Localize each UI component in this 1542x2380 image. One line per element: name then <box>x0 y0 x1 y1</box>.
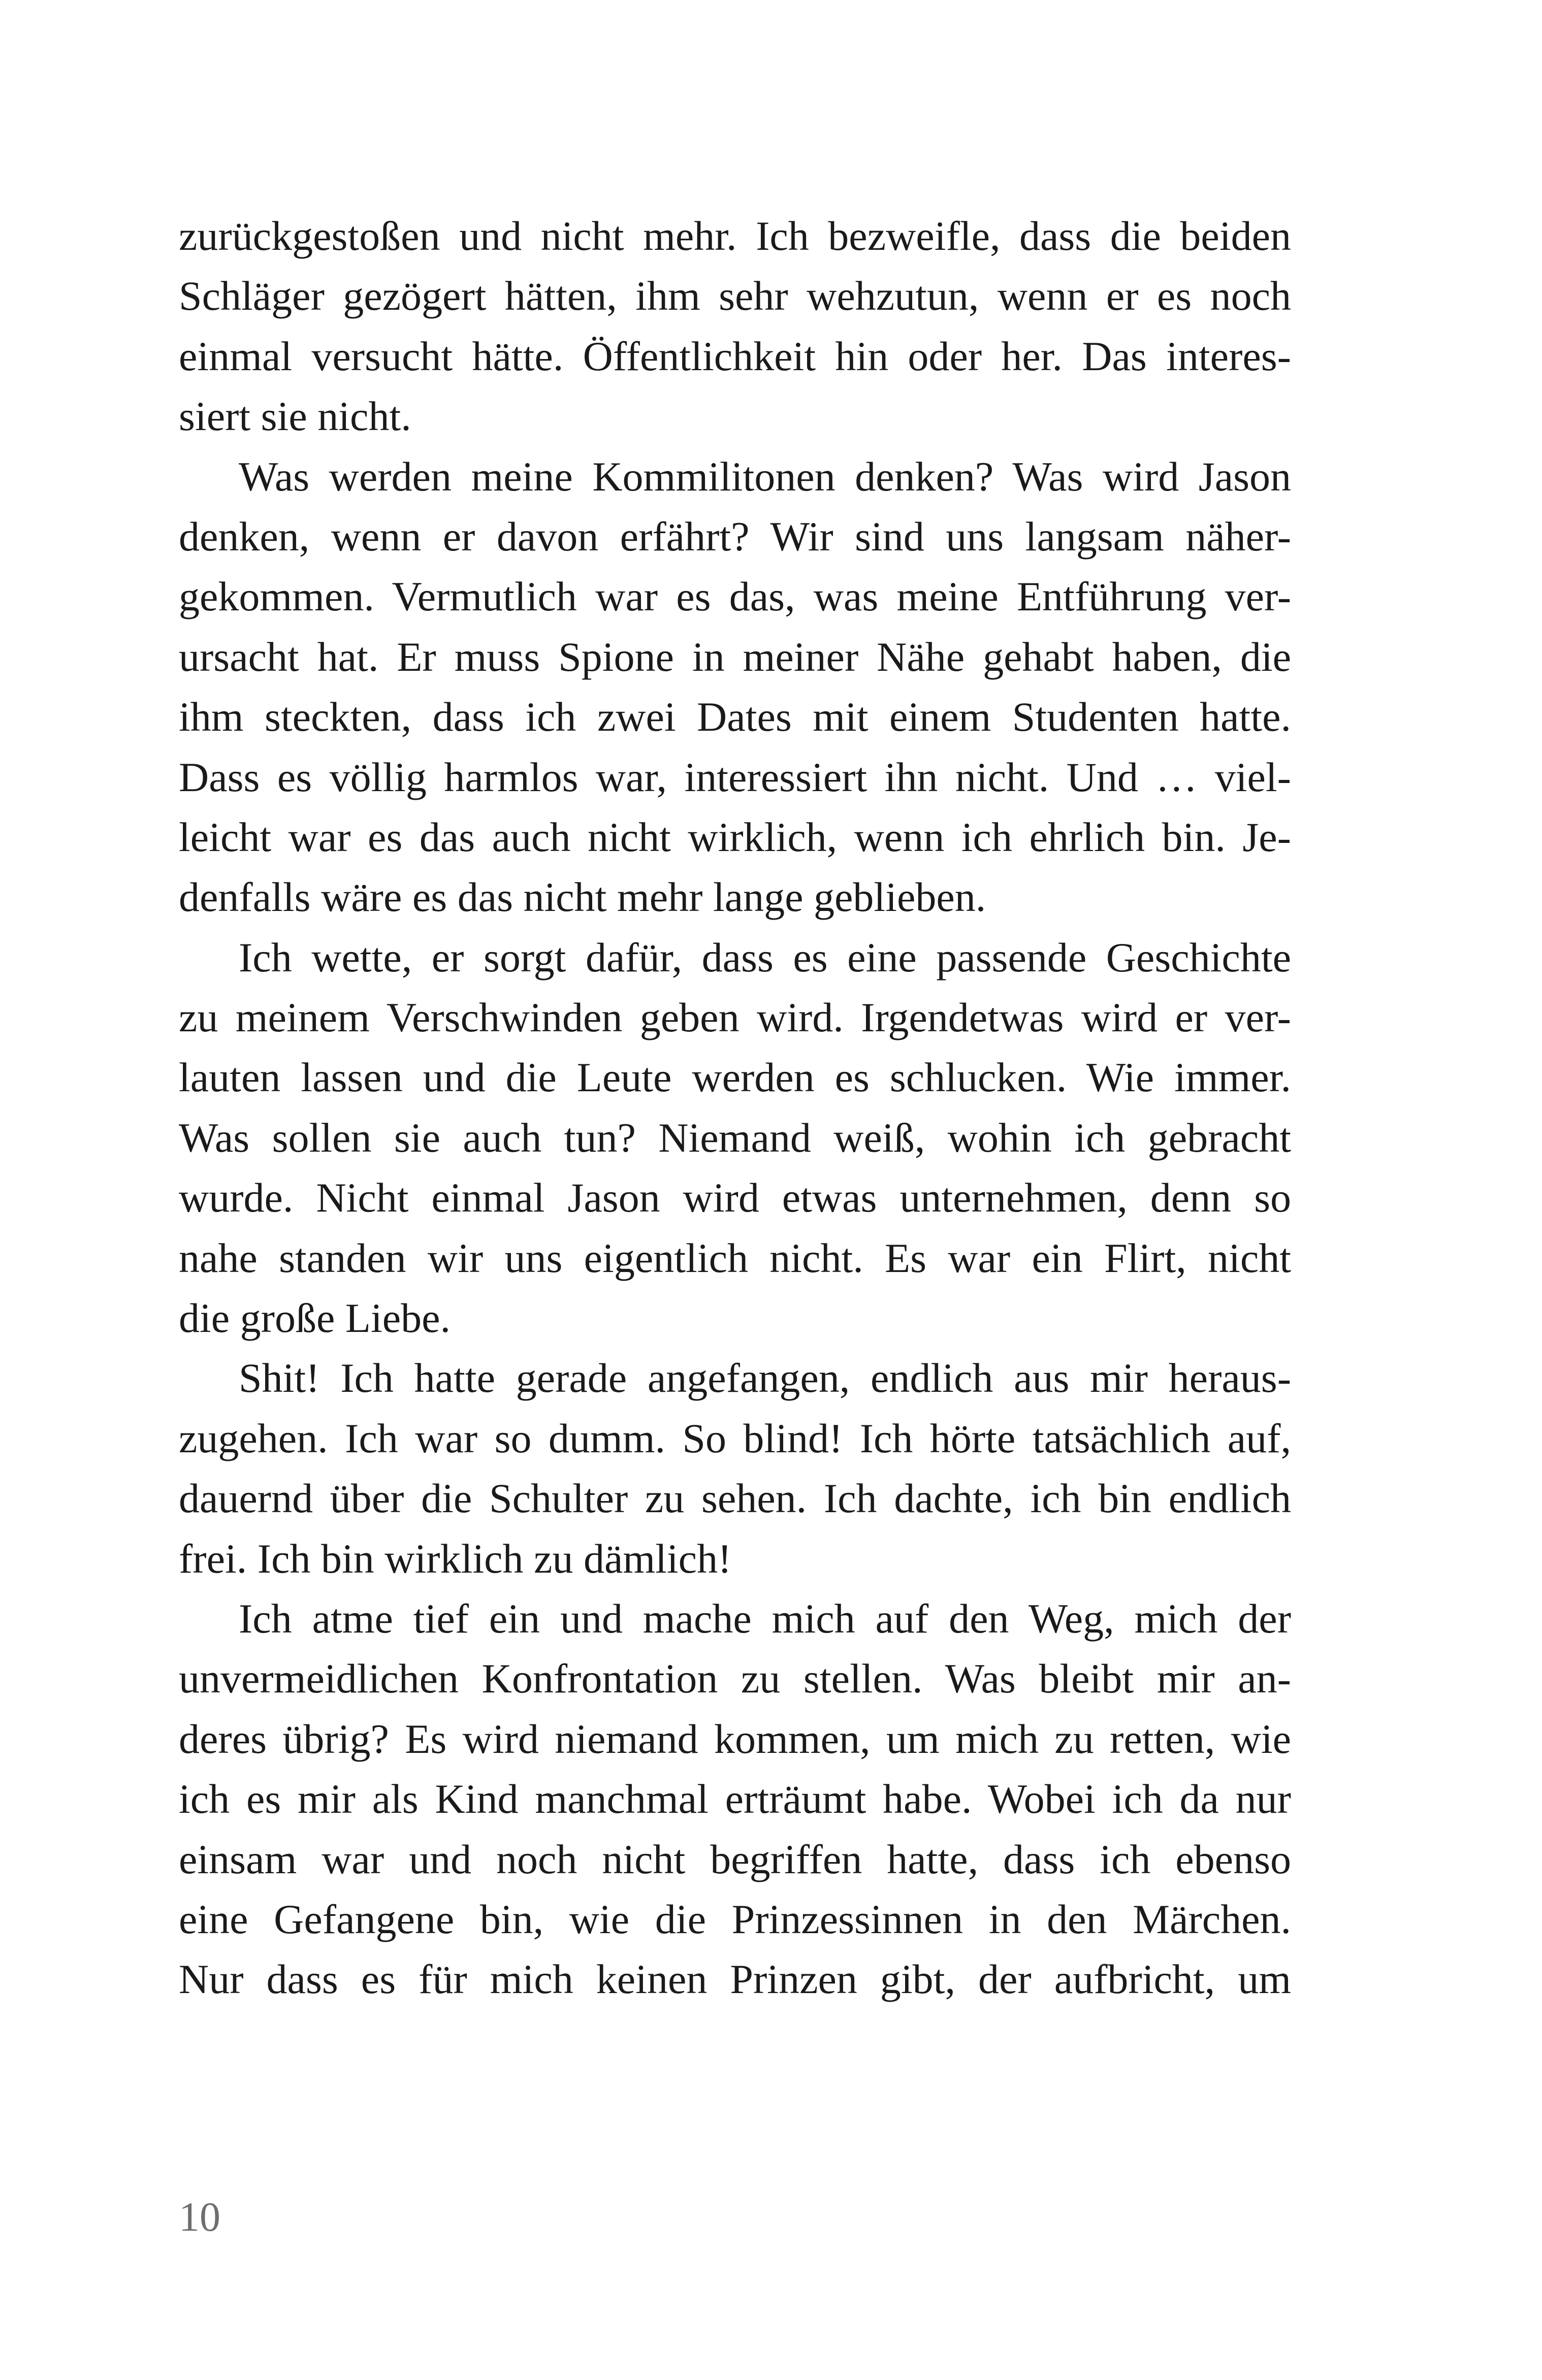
text-line: Dass es völlig harmlos war, interessiert ihn nicht. Und … viel- <box>179 754 1291 800</box>
text-line: Schläger gezögert hätten, ihm sehr wehzutun, wenn er es noch <box>179 273 1291 319</box>
text-line: eine Gefangene bin, wie die Prinzessinnen in den Märchen. <box>179 1896 1291 1942</box>
text-line: Was werden meine Kommilitonen denken? Was wird Jason <box>239 453 1291 500</box>
body-text <box>179 206 1291 2010</box>
text-line: die große Liebe. <box>179 1295 451 1342</box>
text-line: frei. Ich bin wirklich zu dämlich! <box>179 1535 732 1582</box>
text-line: Ich atme tief ein und mache mich auf den Weg, mich der <box>239 1595 1291 1642</box>
text-line: deres übrig? Es wird niemand kommen, um mich zu retten, wie <box>179 1715 1291 1762</box>
text-line: Shit! Ich hatte gerade angefangen, endlich aus mir heraus- <box>239 1355 1291 1401</box>
text-line: zurückgestoßen und nicht mehr. Ich bezweifle, dass die beiden <box>179 213 1291 259</box>
text-line: ich es mir als Kind manchmal erträumt habe. Wobei ich da nur <box>179 1776 1291 1822</box>
page-number: 10 <box>179 2194 220 2240</box>
text-line: leicht war es das auch nicht wirklich, wenn ich ehrlich bin. Je- <box>179 813 1291 860</box>
text-line: einsam war und noch nicht begriffen hatte, dass ich ebenso <box>179 1836 1291 1882</box>
text-line: Was sollen sie auch tun? Niemand weiß, wohin ich gebracht <box>179 1114 1291 1161</box>
text-line: einmal versucht hätte. Öffentlichkeit hin oder her. Das interes- <box>179 333 1291 379</box>
text-line: gekommen. Vermutlich war es das, was meine Entführung ver- <box>179 573 1291 620</box>
text-line: denken, wenn er davon erfährt? Wir sind uns langsam näher- <box>179 513 1291 560</box>
text-line: denfalls wäre es das nicht mehr lange geblieben. <box>179 874 986 921</box>
text-line: nahe standen wir uns eigentlich nicht. Es war ein Flirt, nicht <box>179 1234 1291 1281</box>
text-line: dauernd über die Schulter zu sehen. Ich dachte, ich bin endlich <box>179 1475 1291 1522</box>
text-line: Nur dass es für mich keinen Prinzen gibt, der aufbricht, um <box>179 1956 1291 2003</box>
text-line: zugehen. Ich war so dumm. So blind! Ich hörte tatsächlich auf, <box>179 1415 1291 1461</box>
text-line: ihm steckten, dass ich zwei Dates mit einem Studenten hatte. <box>179 694 1291 740</box>
text-line: lauten lassen und die Leute werden es schlucken. Wie immer. <box>179 1054 1291 1101</box>
text-line: Ich wette, er sorgt dafür, dass es eine passende Geschichte <box>239 934 1291 981</box>
text-line: ursacht hat. Er muss Spione in meiner Nähe gehabt haben, die <box>179 633 1291 680</box>
text-line: siert sie nicht. <box>179 393 411 440</box>
text-line: unvermeidlichen Konfrontation zu stellen. Was bleibt mir an- <box>179 1655 1291 1702</box>
text-line: zu meinem Verschwinden geben wird. Irgendetwas wird er ver- <box>179 994 1291 1041</box>
text-line: wurde. Nicht einmal Jason wird etwas unternehmen, denn so <box>179 1175 1291 1221</box>
